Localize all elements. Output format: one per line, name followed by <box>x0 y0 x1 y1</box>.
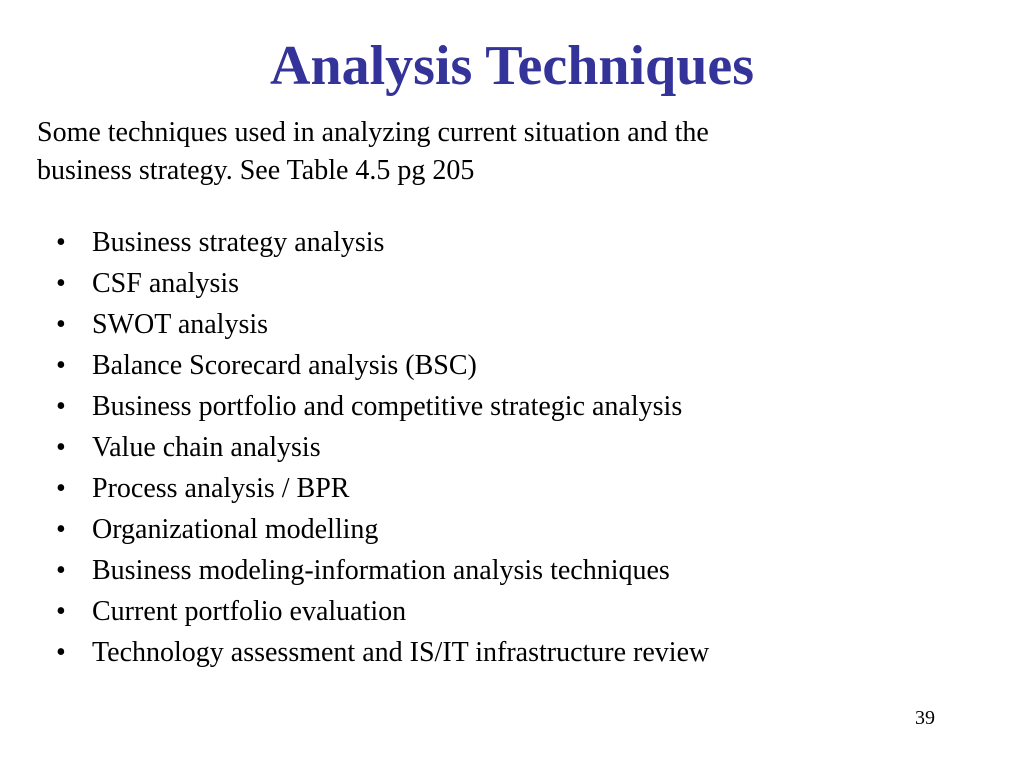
bullet-icon: • <box>56 432 66 463</box>
list-item-text: Business portfolio and competitive strategic analysis <box>92 391 683 422</box>
list-item-text: Organizational modelling <box>92 514 379 545</box>
bullet-icon: • <box>56 391 66 422</box>
bullet-icon: • <box>56 227 66 258</box>
bullet-icon: • <box>56 555 66 586</box>
list-item-text: Value chain analysis <box>92 432 321 463</box>
bullet-icon: • <box>56 309 66 340</box>
bullet-icon: • <box>56 637 66 668</box>
list-item-text: SWOT analysis <box>92 309 269 340</box>
bullet-icon: • <box>56 596 66 627</box>
list-item-text: Business strategy analysis <box>92 227 385 258</box>
list-item-text: CSF analysis <box>92 268 240 299</box>
bullet-icon: • <box>56 350 66 381</box>
bullet-icon: • <box>56 473 66 504</box>
list-item-text: Process analysis / BPR <box>92 473 350 504</box>
list-item-text: Business modeling-information analysis techniques <box>92 555 670 586</box>
list-item-text: Current portfolio evaluation <box>92 596 407 627</box>
slide-title: Analysis Techniques <box>270 35 754 97</box>
intro-text <box>37 114 937 190</box>
bullet-icon: • <box>56 268 66 299</box>
page-number: 39 <box>915 707 935 729</box>
bullet-icon: • <box>56 514 66 545</box>
intro-line-2: business strategy. See Table 4.5 pg 205 <box>37 155 475 186</box>
list-item-text: Technology assessment and IS/IT infrastructure review <box>92 637 710 668</box>
list-item-text: Balance Scorecard analysis (BSC) <box>92 350 477 381</box>
intro-line-1: Some techniques used in analyzing current situation and the <box>37 117 709 148</box>
